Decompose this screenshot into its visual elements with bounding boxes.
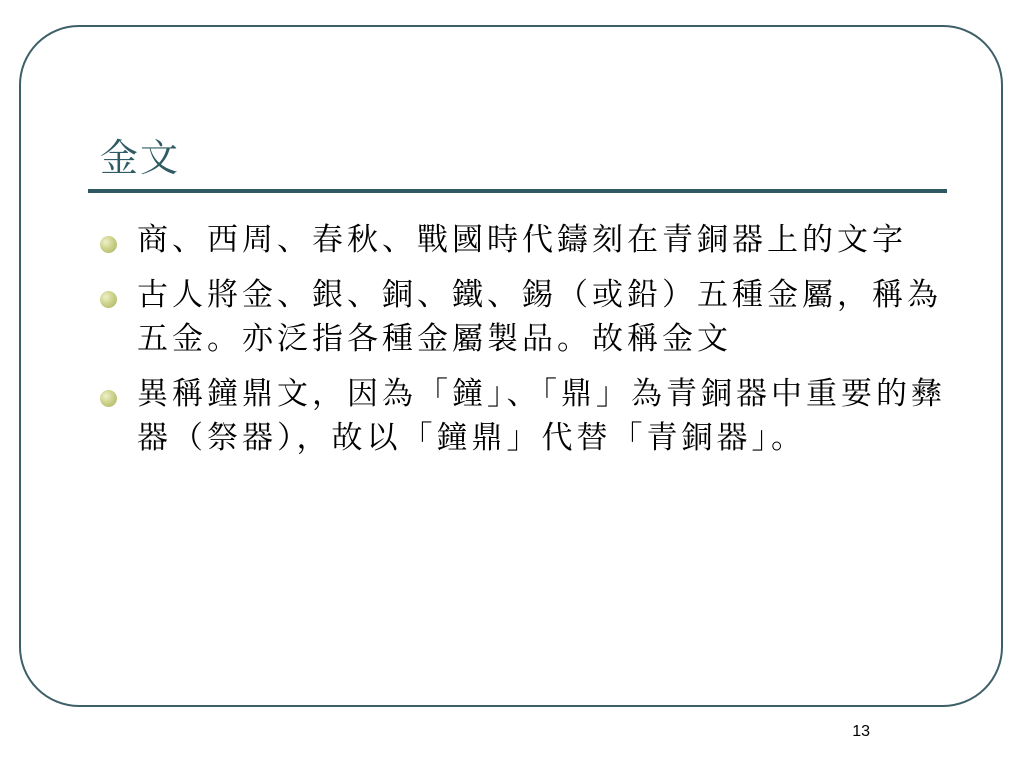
bullet-text: 商、西周、春秋、戰國時代鑄刻在青銅器上的文字 (137, 222, 907, 258)
bullet-list (0, 218, 1024, 471)
bullet-item (0, 372, 1024, 460)
bullet-text: 異稱鐘鼎文，因為「鐘」、「鼎」為青銅器中重要的彝器（祭器），故以「鐘鼎」代替「青銅器」。 (137, 376, 946, 456)
bullet-dot-icon (100, 291, 117, 308)
title-divider (88, 189, 947, 193)
page-number: 13 (852, 723, 870, 740)
bullet-dot-icon (100, 390, 117, 407)
bullet-text: 古人將金、銀、銅、鐵、錫（或鉛）五種金屬，稱為五金。亦泛指各種金屬製品。故稱金文 (137, 277, 942, 357)
bullet-item (0, 273, 1024, 361)
bullet-item (0, 218, 1024, 262)
slide-title: 金文 (100, 136, 181, 180)
bullet-dot-icon (100, 236, 117, 253)
